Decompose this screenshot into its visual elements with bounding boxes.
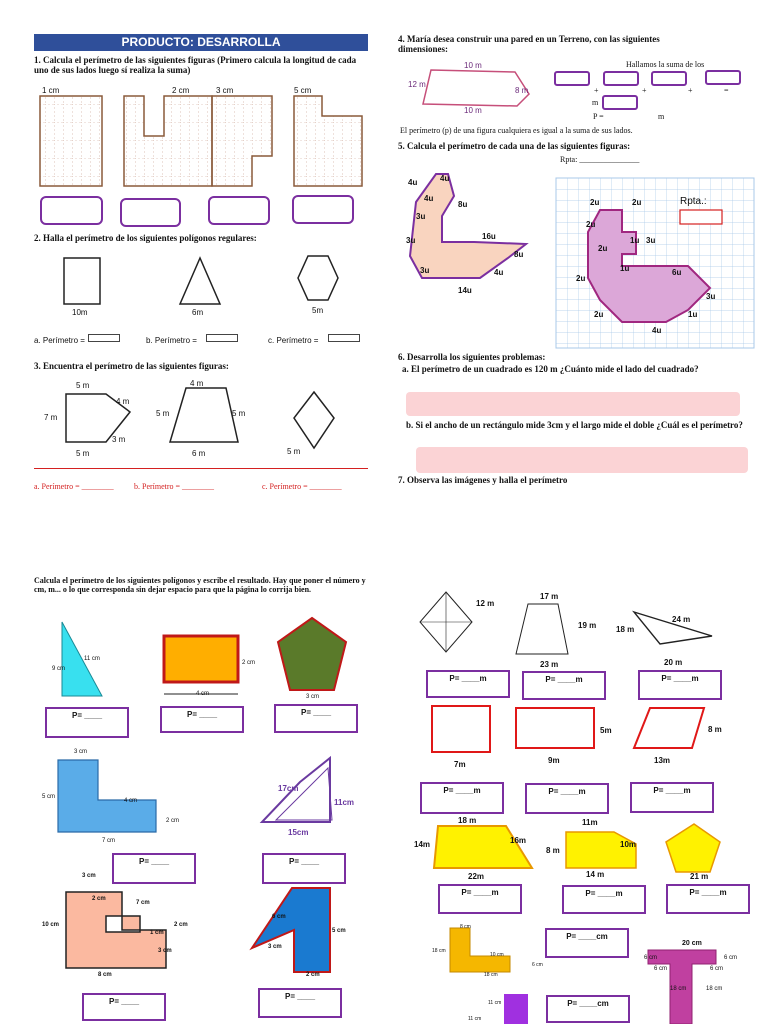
- side-label: 6 cm: [532, 962, 543, 968]
- side-label: 6u: [672, 268, 682, 277]
- side-label: 1u: [630, 236, 640, 245]
- unit-label: 3 cm: [216, 86, 234, 95]
- side-label: 2 cm: [242, 660, 256, 666]
- unit-label: 5 cm: [294, 86, 312, 95]
- instructions-text: Calcula el perímetro de los siguientes polígonos y escribe el resultado. Hay que poner el número y cm, m... o lo que corresponda sin dejar espacio para que la página lo corrija bien.: [34, 576, 366, 594]
- side-label: 11 cm: [84, 656, 100, 662]
- side-label: 10 m: [464, 106, 482, 115]
- side-label: 14m: [414, 840, 431, 849]
- side-label: 23 m: [540, 660, 559, 669]
- side-label: 3u: [406, 236, 416, 245]
- side-label: 5 m: [156, 409, 170, 418]
- side-label: 3 cm: [306, 694, 320, 700]
- side-label: 5 m: [76, 381, 90, 390]
- side-label: 7m: [454, 760, 466, 769]
- side-label: 3u: [706, 292, 716, 301]
- side-label: 14 m: [586, 870, 605, 879]
- side-label: 10 cm: [490, 952, 504, 958]
- perimeter-box[interactable]: P= ____: [160, 706, 244, 733]
- answer-field[interactable]: [206, 334, 238, 342]
- side-label: 5m: [600, 726, 612, 735]
- side-label: 12 m: [476, 599, 495, 608]
- side-label: 4u: [494, 268, 504, 277]
- answer-bar[interactable]: [416, 447, 748, 473]
- side-label: 3 cm: [74, 749, 88, 755]
- side-label: 9m: [548, 756, 560, 765]
- side-label: 8 m: [708, 725, 722, 734]
- p-label: P =: [593, 112, 604, 121]
- perimeter-box[interactable]: P= ____: [112, 853, 196, 884]
- answer-box[interactable]: [120, 198, 181, 227]
- side-label: 12 m: [408, 80, 426, 89]
- side-label: 16m: [510, 836, 527, 845]
- bottom-left-shapes-row3: [40, 886, 370, 982]
- side-label: 5 m: [287, 447, 301, 456]
- perimeter-box[interactable]: P= ____m: [438, 884, 522, 914]
- side-label: 2u: [590, 198, 600, 207]
- side-label: 4 m: [116, 397, 130, 406]
- question-6a-text: a. El perímetro de un cuadrado es 120 m ¿Cuánto mide el lado del cuadrado?: [402, 364, 699, 374]
- side-label: 3u: [420, 266, 430, 275]
- plus-sign: +: [594, 86, 599, 95]
- page-title: PRODUCTO: DESARROLLA: [34, 34, 368, 51]
- plus-sign: +: [642, 86, 647, 95]
- perimeter-box[interactable]: P= ____m: [426, 670, 510, 698]
- side-label: 21 m: [690, 872, 709, 881]
- side-label: 3u: [416, 212, 426, 221]
- side-label: 18 m: [458, 816, 477, 825]
- side-label: 6 cm: [710, 966, 724, 972]
- side-label: 8 m: [546, 846, 560, 855]
- perimeter-box[interactable]: P= ____m: [522, 671, 606, 700]
- perimeter-box[interactable]: P= ____cm: [545, 928, 629, 958]
- unit-label: 2 cm: [172, 86, 190, 95]
- side-label: 10 m: [464, 61, 482, 70]
- side-label: 5 cm: [332, 928, 346, 934]
- side-label: 13m: [654, 756, 671, 765]
- side-label: 7 cm: [102, 838, 116, 844]
- side-label: 3 cm: [82, 873, 96, 879]
- perimeter-box[interactable]: P= ____: [82, 993, 166, 1021]
- question-4-text: 4. María desea construir una pared en un Terreno, con las siguientes dimensiones:: [398, 34, 660, 54]
- side-label: 5 m: [76, 449, 90, 458]
- bottom-left-shapes-row2: [40, 752, 370, 848]
- side-label: 10 cm: [42, 922, 60, 928]
- answer-box[interactable]: [292, 195, 354, 224]
- answer-field[interactable]: [88, 334, 120, 342]
- sum-box[interactable]: [554, 71, 590, 86]
- side-label: 4u: [424, 194, 434, 203]
- side-label: 6 cm: [644, 955, 658, 961]
- side-label: 2u: [632, 198, 642, 207]
- answer-field[interactable]: [328, 334, 360, 342]
- side-label: 5 cm: [42, 794, 56, 800]
- perimeter-box[interactable]: P= ____: [274, 704, 358, 733]
- answer-label: b. Perímetro =: [146, 336, 197, 345]
- side-label: 2 cm: [92, 896, 106, 902]
- figure-right-grid: [556, 178, 754, 348]
- side-label: 6 cm: [654, 966, 668, 972]
- bottom-right-row2: [428, 702, 728, 758]
- unit-text: m: [658, 112, 665, 121]
- side-label: 18 cm: [670, 986, 687, 992]
- side-label: 18 cm: [706, 986, 723, 992]
- side-label: 2u: [598, 244, 608, 253]
- side-label: 1u: [620, 264, 630, 273]
- side-label: 1u: [688, 310, 698, 319]
- unit-label: 1 cm: [42, 86, 60, 95]
- perimeter-box[interactable]: P= ____: [258, 988, 342, 1018]
- answer-label: a. Perímetro = ________: [34, 482, 114, 491]
- perimeter-box[interactable]: P= ____m: [630, 782, 714, 813]
- side-label: 7 cm: [136, 900, 150, 906]
- figure-left-duck: [402, 168, 552, 298]
- measure-label: 6m: [192, 308, 204, 317]
- side-label: 5 m: [232, 409, 246, 418]
- side-label: 11 cm: [488, 1000, 502, 1006]
- side-label: 20 m: [664, 658, 683, 667]
- measure-label: 10m: [72, 308, 88, 317]
- side-label: 8 cm: [98, 972, 112, 978]
- side-label: 11 cm: [468, 1016, 482, 1022]
- question-5-text: 5. Calcula el perímetro de cada una de las siguientes figuras:: [398, 141, 631, 151]
- sum-box[interactable]: [705, 70, 741, 85]
- equals-sign: =: [724, 86, 729, 95]
- side-label: 3 m: [112, 435, 126, 444]
- definition-text: El perímetro (p) de una figura cualquiera es igual a la suma de sus lados.: [400, 126, 633, 135]
- question-2-text: 2. Halla el perímetro de los siguientes polígonos regulares:: [34, 233, 257, 243]
- perimeter-box[interactable]: P= ____: [45, 707, 129, 738]
- measure-label: 5m: [312, 306, 324, 315]
- perimeter-box[interactable]: P= ____m: [525, 783, 609, 814]
- answer-label: b. Perímetro = ________: [134, 482, 215, 491]
- divider: [34, 468, 368, 469]
- side-label: 16u: [482, 232, 496, 241]
- side-label: 6 cm: [272, 914, 286, 920]
- perimeter-box[interactable]: P= ____m: [420, 782, 504, 814]
- side-label: 4u: [408, 178, 418, 187]
- answer-box[interactable]: [40, 196, 103, 225]
- side-label: 17 m: [540, 592, 559, 601]
- side-label: 8u: [514, 250, 524, 259]
- side-label: 9 cm: [52, 666, 66, 672]
- side-label: 2 cm: [166, 818, 180, 824]
- perimeter-box[interactable]: P= ____m: [638, 670, 722, 700]
- side-label: 4 cm: [196, 691, 210, 697]
- perimeter-box[interactable]: P= ____m: [562, 885, 646, 914]
- side-label: 22m: [468, 872, 485, 881]
- side-label: 2 cm: [306, 972, 320, 978]
- perimeter-box[interactable]: P= ____: [262, 853, 346, 884]
- sum-box[interactable]: [603, 71, 639, 86]
- side-label: 2 cm: [174, 922, 188, 928]
- side-label: 2u: [586, 220, 596, 229]
- rpta-text: Rpta: _______________: [560, 155, 640, 164]
- answer-label: a. Perímetro =: [34, 336, 85, 345]
- sum-box[interactable]: [602, 95, 638, 110]
- side-label: 8 m: [515, 86, 529, 95]
- side-label: 6 cm: [724, 955, 738, 961]
- side-label: 2u: [594, 310, 604, 319]
- side-label: 4u: [652, 326, 662, 335]
- side-label: 1 cm: [150, 930, 164, 936]
- side-label: 24 m: [672, 615, 691, 624]
- side-label: 11m: [582, 818, 598, 827]
- answer-box[interactable]: [208, 196, 270, 225]
- grid-figures: [36, 86, 366, 192]
- side-label: 4 m: [190, 379, 204, 388]
- answer-label: c. Perímetro = ________: [262, 482, 342, 491]
- side-label: 19 m: [578, 621, 597, 630]
- side-label: 18 cm: [484, 972, 498, 978]
- question-7-text: 7. Observa las imágenes y halla el perímetro: [398, 475, 568, 485]
- side-label: 14u: [458, 286, 472, 295]
- side-label: 11cm: [334, 798, 355, 807]
- perimeter-box[interactable]: P= ____cm: [546, 995, 630, 1023]
- sum-box[interactable]: [651, 71, 687, 86]
- answer-label: c. Perímetro =: [268, 336, 319, 345]
- side-label: 8 cm: [460, 924, 471, 930]
- side-label: 4 cm: [124, 798, 138, 804]
- rpta-label: Rpta.:: [680, 196, 707, 207]
- perimeter-box[interactable]: P= ____m: [666, 884, 750, 914]
- side-label: 8u: [458, 200, 468, 209]
- bottom-right-row1: [410, 584, 730, 668]
- question-1-text: 1. Calcula el perímetro de las siguientes figuras (Primero calcula la longitud de cada uno de sus lados luego sí realiza la suma): [34, 55, 357, 75]
- answer-bar[interactable]: [406, 392, 740, 416]
- side-label: 3 cm: [158, 948, 172, 954]
- side-label: 15cm: [288, 828, 309, 837]
- question-6-text: 6. Desarrolla los siguientes problemas:: [398, 352, 546, 362]
- hint-text: Hallamos la suma de los: [626, 60, 705, 69]
- unit-text: m: [592, 98, 599, 107]
- side-label: 2u: [576, 274, 586, 283]
- side-label: 20 cm: [682, 940, 702, 947]
- side-label: 6 m: [192, 449, 206, 458]
- side-label: 17cm: [278, 784, 299, 793]
- plus-sign: +: [688, 86, 693, 95]
- question-3-text: 3. Encuentra el perímetro de las siguientes figuras:: [34, 361, 229, 371]
- side-label: 18 m: [616, 625, 635, 634]
- side-label: 7 m: [44, 413, 58, 422]
- side-label: 4u: [440, 174, 450, 183]
- question-6b-text: b. Si el ancho de un rectángulo mide 3cm y el largo mide el doble ¿Cuál es el perímetro?: [406, 420, 743, 430]
- side-label: 3u: [646, 236, 656, 245]
- side-label: 18 cm: [432, 948, 446, 954]
- side-label: 3 cm: [268, 944, 282, 950]
- side-label: 10m: [620, 840, 637, 849]
